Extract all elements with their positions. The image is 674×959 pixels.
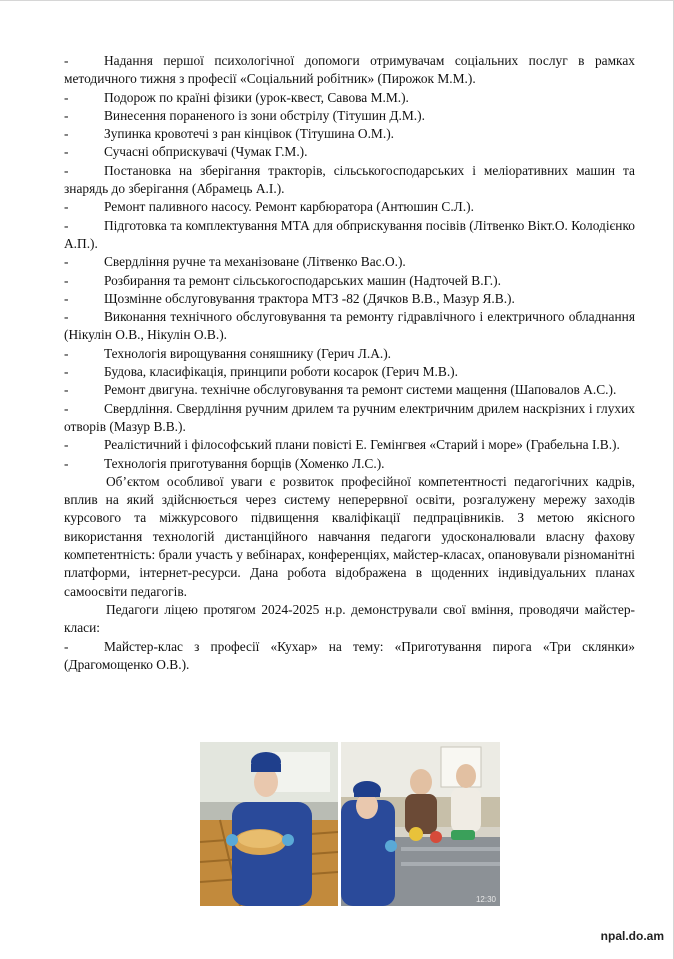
list-dash: -	[64, 290, 69, 306]
list-item	[64, 436, 635, 454]
list-item-text: Технологія приготування борщів (Хоменко Л.С.).	[104, 455, 385, 471]
photo-timestamp: 12:30	[475, 895, 496, 904]
list-dash: -	[64, 437, 69, 453]
list-dash: -	[64, 382, 69, 398]
list-item-masterclass	[64, 638, 635, 675]
list-item-text: Свердління ручне та механізоване (Літвенко Вас.О.).	[104, 254, 406, 270]
list-dash: -	[64, 455, 69, 471]
list-item-text: Розбирання та ремонт сільськогосподарських машин (Надточей В.Г.).	[104, 272, 501, 288]
list-dash: -	[64, 162, 69, 178]
list-item-text: Винесення пораненого із зони обстрілу (Тітушин Д.М.).	[104, 107, 425, 123]
list-item	[64, 89, 635, 107]
list-item	[64, 162, 635, 199]
list-item-text: Сучасні обприскувачі (Чумак Г.М.).	[104, 144, 308, 160]
list-item	[64, 308, 635, 345]
photo-chef-with-pie	[200, 742, 338, 906]
event-list	[64, 52, 635, 473]
list-item-text: Щозмінне обслуговування трактора МТЗ -82 (Дячков В.В., Мазур Я.В.).	[104, 290, 515, 306]
list-item-text: Постановка на зберігання тракторів, сільськогосподарських і меліоративних машин та знарядь до зберігання (Абрамець А.І.).	[64, 162, 635, 197]
list-item-text: Свердління. Свердління ручним дрилем та ручним електричним дрилем наскрізних і глухих отворів (Мазур В.В.).	[64, 400, 635, 434]
list-dash: -	[64, 53, 69, 68]
list-dash: -	[64, 309, 69, 325]
list-item	[64, 143, 635, 161]
list-dash: -	[64, 400, 69, 416]
list-dash: -	[64, 89, 69, 105]
list-item	[64, 107, 635, 125]
list-item	[64, 363, 635, 381]
list-dash: -	[64, 144, 69, 160]
list-item	[64, 345, 635, 363]
list-item-text: Надання першої психологічної допомоги отримувачам соціальних послуг в рамках методичного тижня з професії «Соціальний робітник» (Пирожок М.М.).	[64, 53, 635, 87]
photo-kitchen-class	[341, 742, 500, 906]
page-border-top	[0, 0, 674, 1]
list-item-text: Виконання технічного обслуговування та ремонту гідравлічного і електричного обладнання (Нікулін О.В., Нікулін О.В.).	[64, 309, 635, 343]
list-dash: -	[64, 364, 69, 380]
list-item	[64, 253, 635, 271]
list-item	[64, 290, 635, 308]
list-item	[64, 217, 635, 254]
paragraph-competence: Об’єктом особливої уваги є розвиток професійної компетентності педагогічних кадрів, вплив на який здійснюється через систему неперервної освіти, розгалужену мережу заходів курсового та міжкурсового підвищення кваліфікації педпрацівників. З метою якісного використання технологій дистанційного навчання педагоги удосконалювали власну фахову компетентність: брали участь у вебінарах, конференціях, майстер-класах, опановували різноманітні платформи, інтернет-ресурси. Дана робота відображена в щоденних індивідуальних планах самоосвіти педагогів.	[64, 473, 635, 599]
photo-gallery	[200, 742, 500, 906]
list-item-text: Ремонт двигуна. технічне обслуговування та ремонт системи мащення (Шаповалов А.С.).	[104, 382, 617, 398]
list-dash: -	[64, 107, 69, 123]
list-item-text: Підготовка та комплектування МТА для обприскування посівів (Літвенко Вікт.О. Колодієнко А.П.).	[64, 217, 635, 251]
list-item	[64, 400, 635, 437]
list-dash: -	[64, 638, 69, 654]
list-item-text: Ремонт паливного насосу. Ремонт карбюратора (Антюшин С.Л.).	[104, 199, 474, 215]
list-item-text: Технологія вирощування соняшнику (Герич Л.А.).	[104, 345, 392, 361]
list-item-text: Реалістичний і філософський плани повісті Е. Гемінгвея «Старий і море» (Грабельна І.В.).	[104, 437, 620, 453]
list-dash: -	[64, 199, 69, 215]
list-dash: -	[64, 272, 69, 288]
list-item	[64, 381, 635, 399]
list-dash: -	[64, 217, 69, 233]
site-watermark: npal.do.am	[600, 929, 664, 943]
list-item-text: Будова, класифікація, принципи роботи косарок (Герич М.В.).	[104, 364, 458, 380]
list-item	[64, 52, 635, 89]
list-item-text: Подорож по країні фізики (урок-квест, Савова М.М.).	[104, 89, 409, 105]
list-item	[64, 125, 635, 143]
list-dash: -	[64, 345, 69, 361]
document-body	[64, 52, 635, 674]
list-dash: -	[64, 126, 69, 142]
list-item-text: Майстер-клас з професії «Кухар» на тему: «Приготування пирога «Три склянки» (Драгомощенко О.В.).	[64, 638, 635, 672]
list-item	[64, 198, 635, 216]
list-dash: -	[64, 254, 69, 270]
paragraph-masterclasses: Педагоги ліцею протягом 2024-2025 н.р. демонстрували свої вміння, проводячи майстер-класи:	[64, 601, 635, 636]
list-item	[64, 455, 635, 473]
list-item-text: Зупинка кровотечі з ран кінцівок (Тітушина О.М.).	[104, 126, 394, 142]
list-item	[64, 272, 635, 290]
